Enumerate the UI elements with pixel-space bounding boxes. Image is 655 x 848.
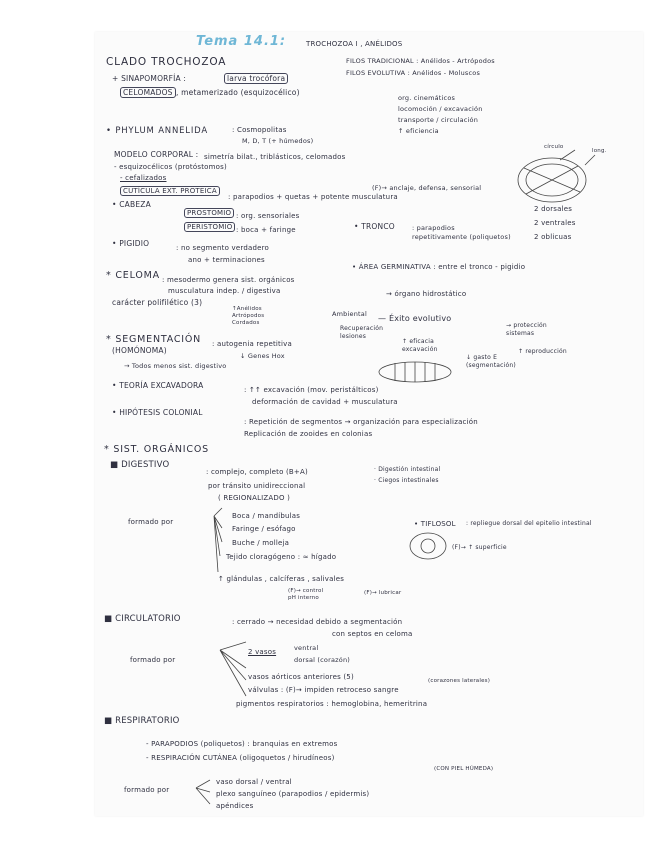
digestivo-l1: : complejo, completo (B+A) — [206, 468, 308, 476]
larva-box: larva trocófora — [224, 73, 288, 84]
peristomio-box: PERISTOMIO — [184, 222, 235, 232]
page-subtitle: TROCHOZOA I , ANÉLIDOS — [306, 40, 403, 48]
segm-heading: * SEGMENTACIÓN — [106, 334, 202, 345]
fig-side: 2 oblicuas — [534, 233, 572, 241]
cefalizados: - cefalizados — [120, 174, 167, 182]
dig-formado: formado por — [128, 518, 174, 526]
digestivo-l2: por tránsito unidireccional — [208, 482, 306, 490]
celoma-l2: musculatura indep. / digestiva — [168, 287, 281, 295]
hipotesis-heading: • HIPÓTESIS COLONIAL — [112, 408, 203, 417]
circulatorio-heading: ■ CIRCULATORIO — [104, 614, 181, 624]
tronco-label: • TRONCO — [354, 222, 395, 231]
cabeza-label: • CABEZA — [112, 200, 151, 209]
eficacia: ↑ eficacia excavación — [402, 338, 438, 353]
hipotesis-l2: Replicación de zooides en colonias — [244, 430, 373, 438]
digestivo-l1b: · Digestión intestinal — [374, 466, 441, 473]
resp-l1: - PARAPODIOS (poliquetos) : branquias en extremos — [146, 740, 338, 748]
resp-l2b: (CON PIEL HÚMEDA) — [434, 766, 494, 772]
segm-todos: → Todos menos sist. digestivo — [124, 362, 227, 370]
dig-ctrl2: (F)→ lubricar — [364, 590, 402, 596]
circ-dorsal: dorsal (corazón) — [294, 656, 351, 664]
teoria-l1: : ↑↑ excavación (mov. peristálticos) — [244, 386, 379, 394]
tiflosol-l2: (F)→ ↑ superficie — [452, 544, 507, 551]
segm-l1: : autogenia repetitiva — [212, 340, 292, 348]
mdt: M, D, T (+ húmedos) — [242, 137, 314, 145]
fig-label: círculo — [544, 144, 564, 150]
digestivo-heading: ■ DIGESTIVO — [110, 460, 170, 470]
circ-l2: con septos en celoma — [332, 630, 413, 638]
circ-cor: (corazones laterales) — [428, 678, 491, 684]
clado-heading: CLADO TROCHOZOA — [106, 56, 227, 68]
func-item: org. cinemáticos — [398, 94, 456, 102]
celoma-l3: → órgano hidrostático — [386, 290, 467, 298]
func-item: locomoción / excavación — [398, 105, 483, 113]
cuticula-box: CUTÍCULA EXT. PROTEICA — [120, 186, 220, 196]
prostomio-rest: : org. sensoriales — [236, 212, 300, 220]
dig-part: Tejido cloragógeno : ≈ hígado — [226, 553, 337, 561]
circ-aortic: vasos aórticos anteriores (5) — [248, 673, 354, 681]
digestivo-l3: ( REGIONALIZADO ) — [218, 494, 291, 502]
filos-tradicional: FILOS TRADICIONAL : Anélidos - Artrópodos — [346, 57, 495, 65]
pigidio-rest: : no segmento verdadero — [176, 244, 270, 252]
func-item: ↑ eficiencia — [398, 127, 439, 135]
anclaje: (F)→ anclaje, defensa, sensorial — [372, 184, 482, 192]
func-item: transporte / circulación — [398, 116, 479, 124]
page-title: Tema 14.1: — [196, 34, 287, 49]
peristomio-rest: : boca + faringe — [236, 226, 296, 234]
teoria-heading: • TEORÍA EXCAVADORA — [112, 381, 204, 390]
reproduccion: ↑ reproducción — [518, 348, 567, 355]
dig-part: Boca / mandíbulas — [232, 512, 301, 520]
celomados-rest: , metamerizado (esquizocélico) — [176, 88, 300, 97]
area-germinativa: • ÁREA GERMINATIVA : entre el tronco - pigidio — [352, 263, 526, 271]
phylum-heading: • PHYLUM ANNELIDA — [106, 126, 208, 136]
circ-pigmentos: pigmentos respiratorios : hemoglobina, hemeritrina — [236, 700, 428, 708]
digestivo-l1c: · Ciegos intestinales — [374, 477, 439, 484]
prostomio-box: PROSTOMIO — [184, 208, 234, 218]
circ-vasos: 2 vasos — [248, 648, 277, 656]
celoma-heading: * CELOMA — [106, 270, 160, 281]
tiflosol-label: • TIFLOSOL — [414, 520, 456, 528]
resp-formado: formado por — [124, 786, 170, 794]
circ-formado: formado por — [130, 656, 176, 664]
circ-valvulas: válvulas : (F)→ impiden retroceso sangre — [248, 686, 399, 694]
celoma-l1: : mesodermo genera sist. orgánicos — [162, 276, 295, 284]
fig-side: 2 ventrales — [534, 219, 576, 227]
modelo-label: MODELO CORPORAL : — [114, 150, 199, 159]
caracter: carácter polifilético (3) — [112, 298, 203, 307]
fig-label: long. — [592, 148, 607, 154]
sist-heading: * SIST. ORGÁNICOS — [104, 444, 209, 455]
resp-part: vaso dorsal / ventral — [216, 778, 292, 786]
proteccion: → protección sistemas — [506, 322, 547, 337]
hipotesis-l1: : Repetición de segmentos → organización para especialización — [244, 418, 478, 426]
segm-l2: ↓ Genes Hox — [240, 352, 285, 360]
pigidio-ano: ano + terminaciones — [188, 256, 265, 264]
fig-side: 2 dorsales — [534, 205, 573, 213]
segm-homo: (HOMÓNOMA) — [112, 346, 167, 355]
teoria-l2: deformación de cavidad + musculatura — [252, 398, 398, 406]
filos-evolutiva: FILOS EVOLUTIVA : Anélidos - Moluscos — [346, 69, 481, 77]
gasto: ↓ gasto E (segmentación) — [466, 354, 516, 369]
sinapomorfia-label: + SINAPOMORFÍA : — [112, 74, 187, 83]
dig-ctrl1: (F)→ control pH interno — [288, 588, 324, 601]
exito: — Éxito evolutivo — [378, 314, 452, 323]
resp-part: apéndices — [216, 802, 254, 810]
cuticula-rest: : parapodios + quetas + potente musculatura — [228, 193, 398, 201]
dig-glands: ↑ glándulas , calcíferas , salivales — [218, 575, 345, 583]
resp-l2: - RESPIRACIÓN CUTÁNEA (oligoquetos / hirudíneos) — [146, 754, 335, 762]
ambiental: Ambiental — [332, 310, 367, 318]
pigidio-label: • PIGIDIO — [112, 239, 150, 248]
circ-ventral: ventral — [294, 644, 319, 652]
tronco-rest: : parapodios repetitivamente (poliquetos) — [412, 224, 511, 241]
recuperacion: Recuperación lesiones — [340, 325, 384, 340]
tiflosol-l1: : repliegue dorsal del epitelio intestinal — [466, 520, 592, 527]
dig-part: Faringe / esófago — [232, 525, 296, 533]
esquizo-line: - esquizocélicos (protóstomos) — [114, 163, 227, 171]
circ-l1: : cerrado → necesidad debido a segmentación — [232, 618, 403, 626]
celomados-box: CELOMADOS — [120, 87, 176, 98]
resp-part: plexo sanguíneo (parapodios / epidermis) — [216, 790, 370, 798]
cosmopolitas: : Cosmopolitas — [232, 126, 287, 134]
celoma-anelidos: ↑Anélidos Artrópodos Cordados — [232, 306, 265, 326]
dig-part: Buche / molleja — [232, 539, 290, 547]
respiratorio-heading: ■ RESPIRATORIO — [104, 716, 180, 726]
modelo-value: simetría bilat., triblásticos, celomados — [204, 153, 346, 161]
